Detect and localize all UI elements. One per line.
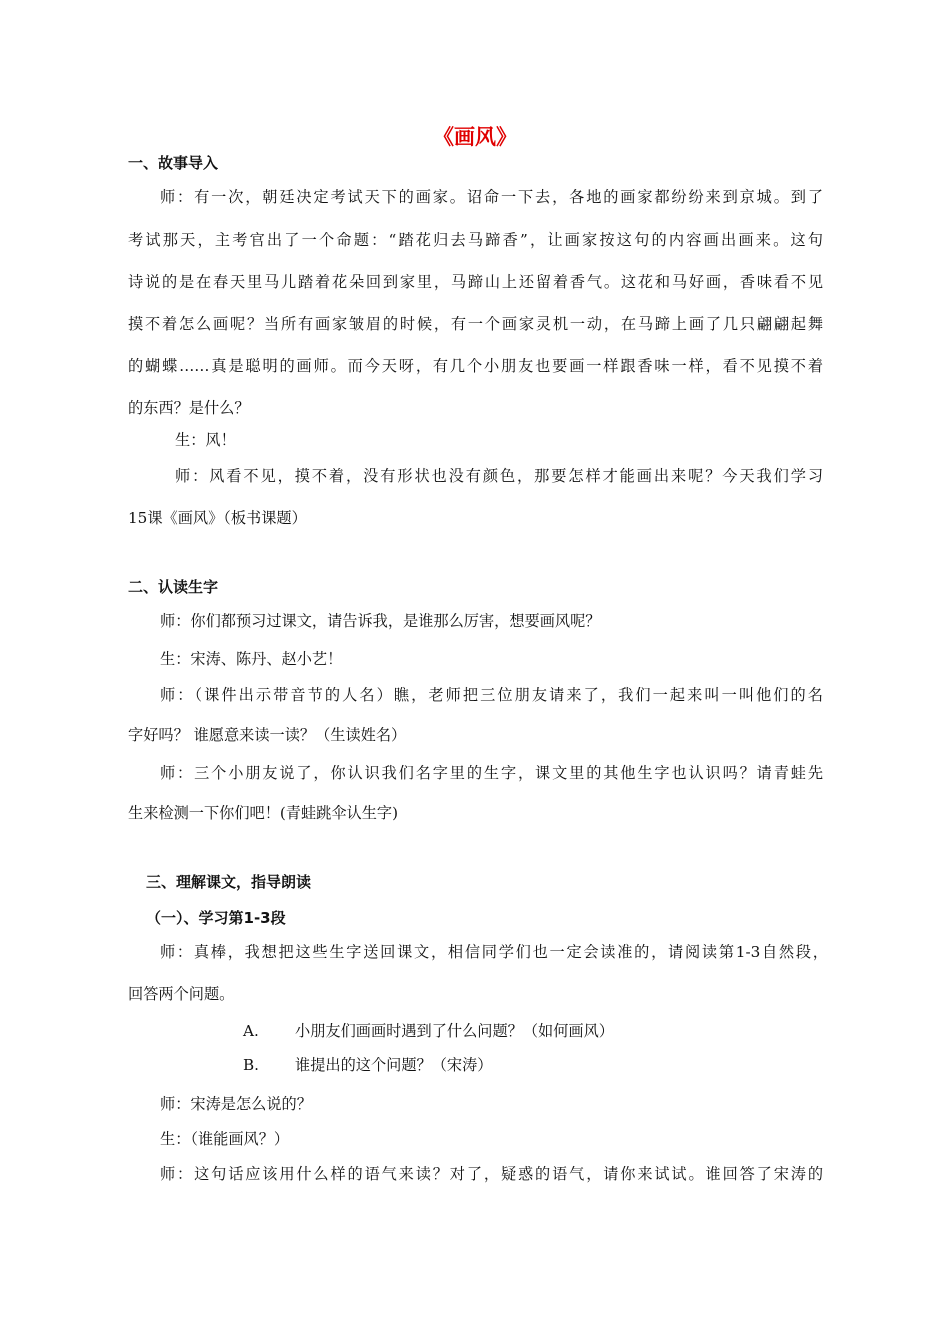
paragraph-line: 师：你们都预习过课文，请告诉我，是谁那么厉害，想要画风呢？	[160, 612, 601, 630]
paragraph-line: 的蝴蝶……真是聪明的画师。而今天呀，有几个小朋友也要画一样跟香味一样，看不见摸不着	[128, 357, 823, 375]
paragraph-line: 考试那天，主考官出了一个命题：“踏花归去马蹄香”，让画家按这句的内容画出画来。这句	[128, 231, 823, 249]
paragraph-line: 字好吗？ 谁愿意来读一读？（生读姓名）	[128, 726, 407, 744]
question-text: 小朋友们画画时遇到了什么问题？（如何画风）	[295, 1022, 614, 1040]
paragraph-line: 师：这句话应该用什么样的语气来读？对了，疑惑的语气，请你来试试。谁回答了宋涛的	[160, 1165, 823, 1183]
paragraph-line: 师：（课件出示带音节的人名）瞧，老师把三位朋友请来了，我们一起来叫一叫他们的名	[160, 686, 823, 704]
paragraph-line: 生来检测一下你们吧！(青蛙跳伞认生字)	[128, 804, 399, 822]
paragraph-line: 师：风看不见，摸不着，没有形状也没有颜色，那要怎样才能画出来呢？今天我们学习	[175, 467, 823, 485]
question-item-b	[243, 1054, 943, 1076]
paragraph-line: 生：风！	[175, 431, 236, 449]
paragraph-line: 师：宋涛是怎么说的？	[160, 1095, 312, 1113]
paragraph-line: 师：有一次，朝廷决定考试天下的画家。诏命一下去，各地的画家都纷纷来到京城。到了	[160, 188, 823, 206]
question-marker: B.	[243, 1056, 259, 1074]
question-marker: A.	[243, 1022, 259, 1040]
section-heading-story-intro: 一、故事导入	[128, 154, 219, 172]
question-text: 谁提出的这个问题？（宋涛）	[295, 1056, 493, 1074]
paragraph-line: 师：真棒，我想把这些生字送回课文，相信同学们也一定会读准的，请阅读第1-3自然段，	[160, 943, 828, 961]
paragraph-line: 回答两个问题。	[128, 985, 235, 1003]
paragraph-line: 摸不着怎么画呢？当所有画家皱眉的时候，有一个画家灵机一动，在马蹄上画了几只翩翩起舞	[128, 315, 823, 333]
paragraph-line: 的东西？是什么？	[128, 399, 250, 417]
paragraph-line: 诗说的是在春天里马儿踏着花朵回到家里，马蹄山上还留着香气。这花和马好画，香味看不见	[128, 273, 823, 291]
paragraph-line: 生：（谁能画风？）	[160, 1130, 290, 1148]
section-heading-new-characters: 二、认读生字	[128, 578, 219, 596]
document-title: 《画风》	[433, 125, 517, 149]
section-heading-understand-text: 三、理解课文，指导朗读	[146, 873, 312, 891]
subsection-heading: （一）、学习第1-3段	[146, 909, 286, 927]
question-item-a	[243, 1020, 943, 1042]
paragraph-line: 师：三个小朋友说了，你认识我们名字里的生字，课文里的其他生字也认识吗？请青蛙先	[160, 764, 823, 782]
paragraph-line: 生：宋涛、陈丹、赵小艺！	[160, 650, 343, 668]
paragraph-line: 15课《画风》（板书课题）	[128, 509, 307, 527]
